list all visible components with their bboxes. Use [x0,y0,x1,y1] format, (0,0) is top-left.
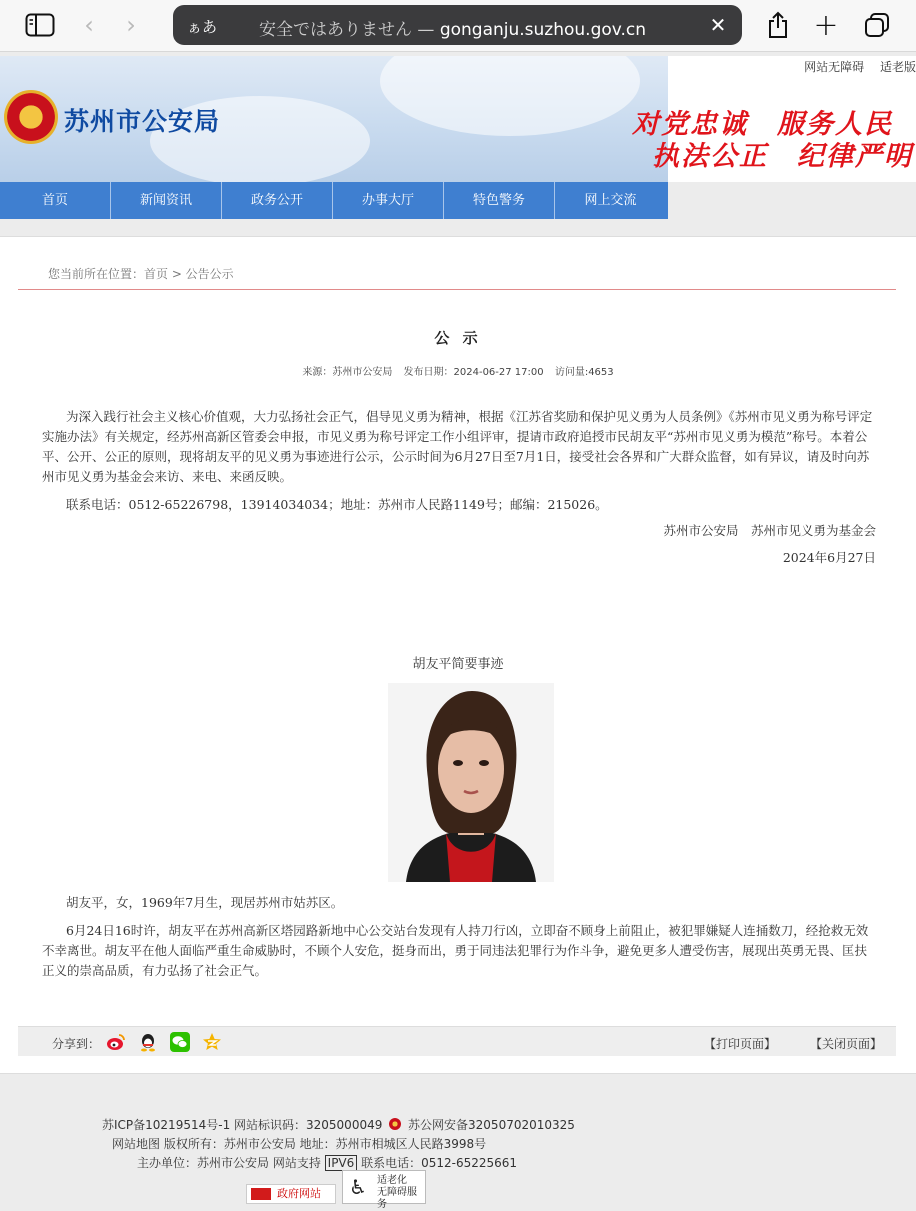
footer-line-2: 网站地图 版权所有：苏州市公安局 地址：苏州市相城区人民路3998号 [112,1137,487,1151]
accessibility-icon: ♿ [349,1175,367,1199]
article-card [0,236,916,1074]
contact-phone: 联系电话：0512-65225661 [361,1156,518,1170]
forward-icon[interactable]: › [126,11,136,39]
article-paragraph-contact: 联系电话：0512-65226798，13914034034；地址：苏州市人民路1149号；邮编：215026。 [66,497,608,512]
elderly-version-link[interactable]: 适老版 [879,60,916,74]
gov-website-badge[interactable] [246,1184,336,1204]
footer-line-1 [102,1116,575,1133]
police-record-icon [389,1118,401,1130]
top-links [804,58,916,75]
nav-item-featured-policing[interactable]: 特色警务 [444,182,555,219]
nav-item-service-hall[interactable]: 办事大厅 [333,182,444,219]
nav-item-home[interactable]: 首页 [0,182,111,219]
police-record-text[interactable]: 苏公网安备32050702010325 [408,1118,575,1132]
article-paragraph-deeds: 6月24日16时许，胡友平在苏州高新区塔园路新地中心公交站台发现有人持刀行凶，立即奋不顾身上前阻止，被犯罪嫌疑人连捅数刀，经抢救无效不幸离世。胡友平在他人面临严重生命威胁时，不顾个人安危，挺身而出，勇于同违法犯罪行为作斗争，避免更多人遭受伤害，展现出英勇无畏、匡扶正义的崇高品质，有力弘扬了社会正气。 [42,923,869,978]
address-bar[interactable] [173,5,742,45]
browser-toolbar [0,0,916,52]
tabs-overview-icon[interactable] [862,10,892,40]
qq-icon[interactable] [138,1032,158,1052]
meta-views: 访问量:4653 [554,367,614,378]
breadcrumb[interactable]: 您当前所在位置：首页 > 公告公示 [48,267,234,281]
nav-item-online-exchange[interactable]: 网上交流 [584,193,637,208]
signature-org: 苏州市公安局 苏州市见义勇为基金会 [663,523,876,538]
ipv6-badge: IPV6 [325,1155,358,1171]
meta-source: 来源：苏州市公安局 [302,367,393,378]
nav-item-news[interactable]: 新闻资讯 [111,182,222,219]
sidebar-toggle-icon[interactable] [24,10,56,40]
share-icon[interactable] [764,10,792,40]
close-page-link[interactable]: 【关闭页面】 [810,1037,883,1051]
site-footer [0,1074,916,1210]
reader-options-button[interactable]: ぁあ [187,18,218,36]
header-banner [0,56,668,182]
portrait-photo [388,683,554,882]
share-label: 分享到： [52,1037,101,1051]
access-badge-line1: 适老化 [377,1175,407,1186]
article-meta [0,363,916,378]
gov-badge-label: 政府网站 [277,1187,321,1200]
footer-line-3 [137,1154,517,1171]
police-emblem-icon [4,90,58,144]
article-paragraph-bio: 胡友平，女，1969年7月生，现居苏州市姑苏区。 [66,895,344,910]
icp-text[interactable]: 苏ICP备10219514号-1 网站标识码：3205000049 [102,1118,383,1132]
gov-badge-icon [251,1188,271,1200]
main-nav [0,182,668,219]
slogan-line1: 对党忠诚 服务人民 [632,109,893,140]
host-text: 主办单位：苏州市公安局 网站支持 [137,1156,321,1170]
back-icon[interactable]: ‹ [84,11,94,39]
accessibility-service-badge[interactable] [342,1170,426,1210]
access-badge-line2: 无障碍服务 [377,1187,417,1210]
signature-date: 2024年6月27日 [782,550,876,565]
new-tab-icon[interactable]: + [813,7,839,43]
qzone-icon[interactable] [202,1032,222,1052]
nav-item-gov-affairs[interactable]: 政务公开 [222,182,333,219]
section-subtitle: 胡友平简要事迹 [412,657,504,672]
accessibility-link[interactable]: 网站无障碍 [804,60,865,74]
breadcrumb-divider [18,289,896,290]
site-title: 苏州市公安局 [64,107,221,136]
page-title: 公 示 [434,329,482,347]
weibo-icon[interactable] [106,1032,126,1052]
clear-icon[interactable]: ✕ [709,13,727,37]
slogan-line2: 执法公正 纪律严明 [652,141,913,172]
print-page-link[interactable]: 【打印页面】 [704,1037,777,1051]
meta-date: 发布日期：2024-06-27 17:00 [403,367,544,378]
wechat-icon[interactable] [170,1032,190,1052]
article-paragraph-1: 为深入践行社会主义核心价值观，大力弘扬社会正气，倡导见义勇为精神，根据《江苏省奖励和保护见义勇为人员条例》《苏州市见义勇为称号评定实施办法》有关规定，经苏州高新区管委会申报，市见义勇为称号评定工作小组评审，提请市政府追授市民胡友平“苏州市见义勇为模范”称号。本着公平、公开、公正的原则，现将胡友平的见义勇为事迹进行公示，公示时间为6月27日至7月1日，接受社会各界和广大群众监督，如有异议，请及时向苏州市见义勇为基金会来访、来电、来函反映。 [42,409,873,484]
site-header [0,56,916,182]
share-bar [18,1026,896,1056]
url-text: 安全ではありません — gonganju.suzhou.gov.cn [259,20,647,40]
